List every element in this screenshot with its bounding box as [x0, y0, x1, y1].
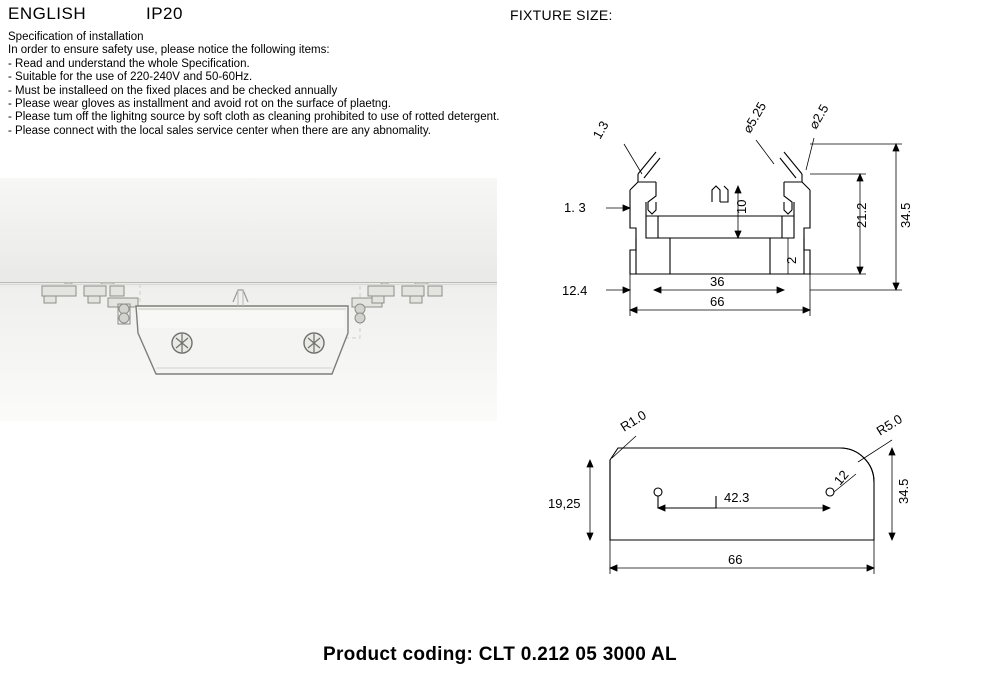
spec-item: - Please wear gloves as installment and avoid rot on the surface of plaetng. [8, 98, 391, 111]
dim-label: 1. 3 [564, 200, 586, 215]
dim-label: 34.5 [898, 202, 913, 228]
ceiling-edge-line [0, 282, 497, 283]
dim-label: 36 [710, 274, 725, 289]
product-coding: Product coding: CLT 0.212 05 3000 AL [323, 644, 677, 665]
dim-label: R5.0 [873, 411, 905, 439]
dim-label: 42.3 [724, 490, 750, 505]
dim-label: ⌀2.5 [805, 101, 832, 132]
fixture-size-label: FIXTURE SIZE: [510, 7, 613, 23]
dim-label: 12 [830, 467, 852, 488]
spec-item: - Please tum off the lighitng source by soft cloth as cleaning prohibited to use of rotted detergent. [8, 111, 500, 124]
spec-item: - Suitable for the use of 220-240V and 50-60Hz. [8, 71, 253, 84]
dim-label: 10 [734, 199, 749, 214]
ip-rating-label: IP20 [146, 4, 183, 23]
ceiling-edge-line-secondary [0, 284, 497, 285]
dim-label: R1.0 [617, 407, 649, 435]
spec-item: - Please connect with the local sales service center when there are any abnomality. [8, 124, 431, 137]
dim-label: 34.5 [896, 478, 911, 504]
dim-label: 12.4 [562, 283, 588, 298]
spec-title: Specification of installation [8, 31, 144, 43]
ceiling-surface [0, 178, 497, 283]
dim-label: 66 [710, 294, 725, 309]
dim-label: 1.3 [589, 118, 612, 142]
spec-intro: In order to ensure safety use, please notice the following items: [8, 44, 330, 57]
spec-item: - Must be installeed on the fixed places and be checked annually [8, 84, 338, 97]
dim-label: 21.2 [854, 202, 869, 228]
dim-label: 19,25 [548, 496, 581, 511]
installation-photo [0, 178, 497, 421]
dim-label: 2 [784, 256, 799, 264]
section-drawing [560, 78, 960, 338]
dim-label: ⌀5.25 [739, 99, 770, 136]
spec-item: - Read and understand the whole Specification. [8, 57, 250, 70]
specification-block [8, 31, 568, 138]
dim-label: 66 [728, 552, 743, 567]
language-label: ENGLISH [8, 4, 87, 23]
plan-drawing [540, 400, 940, 600]
